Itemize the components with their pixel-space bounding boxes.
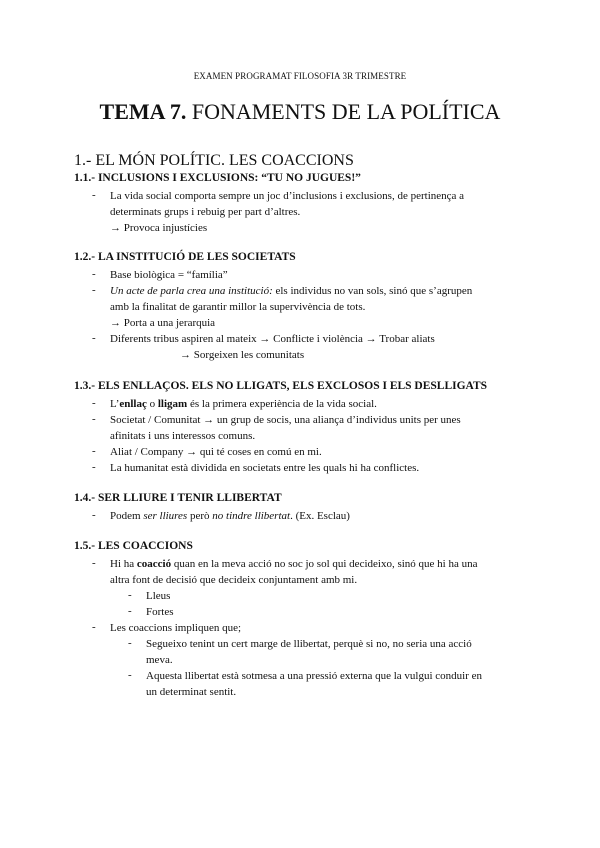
exam-header: EXAMEN PROGRAMAT FILOSOFIA 3R TRIMESTRE	[193, 71, 407, 81]
s14-line-1-e: . (Ex. Esclau)	[290, 510, 350, 522]
s14-line-1-italic-llibertat: no tindre llibertat	[212, 510, 291, 522]
bullet-dash: -	[92, 397, 96, 409]
s12-line-6: → Sorgeixen les comunitats	[180, 349, 305, 361]
s15-line-1-bold-coaccio: coacció	[136, 558, 172, 570]
title-text: FONAMENTS DE LA POLÍTICA	[186, 99, 501, 124]
s13-line-1-a: L’	[110, 398, 120, 410]
bullet-dash: -	[92, 189, 96, 201]
section-1-1-heading: 1.1.- INCLUSIONS I EXCLUSIONS: “TU NO JUGUES!”	[74, 172, 361, 184]
bullet-dash: -	[92, 557, 96, 569]
bullet-dash: -	[92, 621, 96, 633]
bullet-dash: -	[92, 284, 96, 296]
s15-line-7: meva.	[146, 654, 173, 666]
s12-line-3: amb la finalitat de garantir millor la supervivència de tots.	[110, 301, 366, 313]
section-1-3-heading: 1.3.- ELS ENLLAÇOS. ELS NO LLIGATS, ELS EXCLOSOS I ELS DESLLIGATS	[74, 380, 488, 392]
bullet-dash: -	[92, 332, 96, 344]
bullet-dash: -	[92, 461, 96, 473]
s12-line-2	[110, 284, 472, 298]
s14-line-1-c: però	[187, 510, 213, 522]
s15-line-8: Aquesta llibertat està sotmesa a una pressió externa que la vulgui conduir en	[146, 670, 483, 682]
s14-line-1-a: Podem	[110, 510, 144, 522]
bullet-dash: -	[92, 413, 96, 425]
s13-line-1-c: o	[146, 398, 158, 410]
s13-line-2: Societat / Comunitat → un grup de socis, una aliança d’individus units per unes	[110, 414, 461, 426]
s15-line-9: un determinat sentit.	[146, 686, 237, 698]
s15-line-1-a: Hi ha	[110, 558, 137, 570]
s14-line-1	[110, 509, 350, 523]
bullet-dash: -	[128, 669, 132, 681]
s15-line-6: Segueixo tenint un cert marge de llibertat, perquè si no, no seria una acció	[146, 638, 472, 650]
s13-line-1	[110, 397, 377, 411]
s12-line-5: Diferents tribus aspiren al mateix → Conflicte i violència → Trobar aliats	[110, 333, 435, 345]
s14-line-1-italic-lliures: ser lliures	[143, 510, 188, 522]
s12-line-2-italic: Un acte de parla crea una institució:	[110, 285, 273, 297]
s15-line-1	[110, 557, 477, 571]
page-title	[0, 99, 600, 125]
section-1-4-heading: 1.4.- SER LLIURE I TENIR LLIBERTAT	[74, 492, 282, 504]
section-1-heading: 1.- EL MÓN POLÍTIC. LES COACCIONS	[74, 152, 354, 169]
s15-line-1-c: quan en la meva acció no soc jo sol qui decideixo, sinó que hi ha una	[171, 558, 478, 570]
bullet-dash: -	[128, 637, 132, 649]
s15-line-5: Les coaccions impliquen que;	[110, 622, 242, 634]
s13-line-3: afinitats i uns interessos comuns.	[110, 430, 256, 442]
bullet-dash: -	[92, 268, 96, 280]
s13-line-4: Aliat / Company → qui té coses en comú en mi.	[110, 446, 322, 458]
s12-line-1: Base biològica = “família”	[110, 269, 228, 281]
title-number: TEMA 7.	[99, 99, 187, 124]
s12-line-2-rest: els individus no van sols, sinó que s’agrupen	[272, 285, 473, 297]
bullet-dash: -	[128, 589, 132, 601]
s13-line-5: La humanitat està dividida en societats entre les quals hi ha conflictes.	[110, 462, 420, 474]
bullet-dash: -	[92, 509, 96, 521]
s11-line-1: La vida social comporta sempre un joc d’inclusions i exclusions, de pertinença a	[110, 190, 465, 202]
s11-line-3: → Provoca injustícies	[110, 222, 208, 234]
section-1-5-heading: 1.5.- LES COACCIONS	[74, 540, 193, 552]
s11-line-2: determinats grups i rebuig per part d’altres.	[110, 206, 301, 218]
s15-line-3: Lleus	[146, 590, 171, 602]
s13-line-1-e: és la primera experiència de la vida social.	[187, 398, 377, 410]
bullet-dash: -	[128, 605, 132, 617]
s15-line-2: altra font de decisió que decideix conjuntament amb mi.	[110, 574, 358, 586]
s15-line-4: Fortes	[146, 606, 174, 618]
s12-line-4: → Porta a una jerarquia	[110, 317, 216, 329]
section-1-2-heading: 1.2.- LA INSTITUCIÓ DE LES SOCIETATS	[74, 251, 296, 263]
s13-line-1-bold-enllac: enllaç	[119, 398, 147, 410]
s13-line-1-bold-lligam: lligam	[157, 398, 188, 410]
bullet-dash: -	[92, 445, 96, 457]
